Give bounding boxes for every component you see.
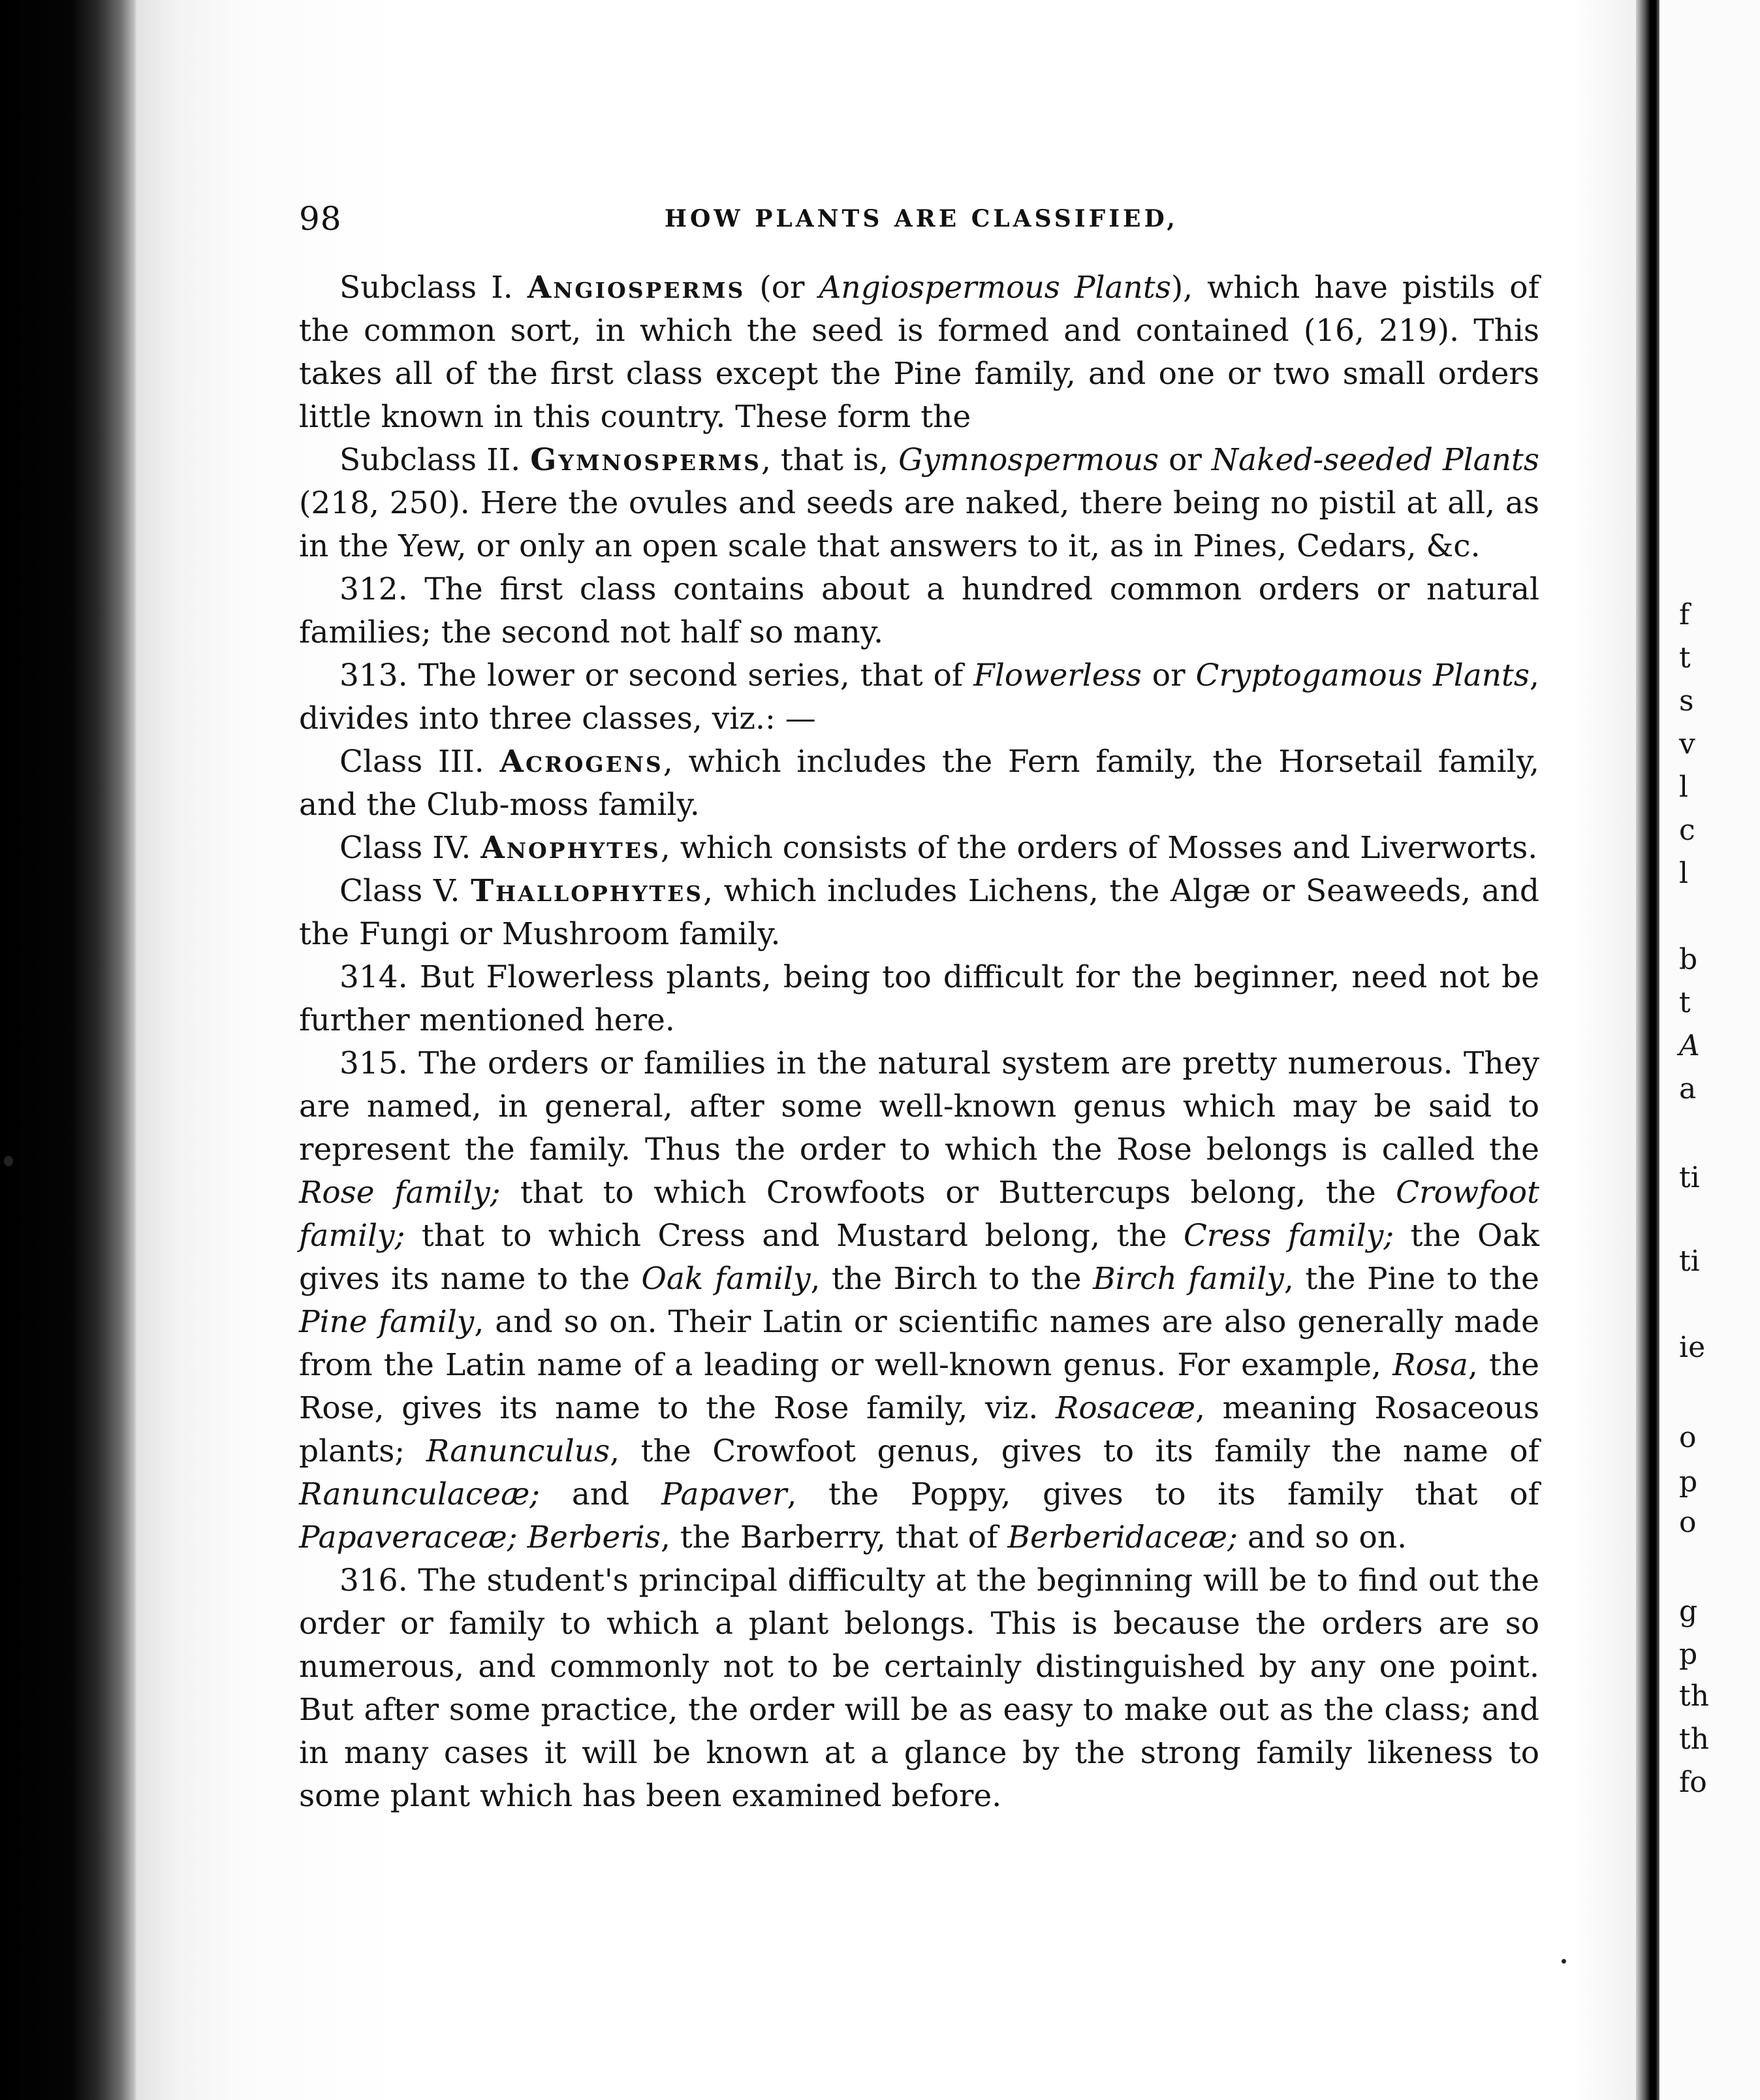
page-number: 98 xyxy=(299,200,342,238)
text-run: Class V. xyxy=(339,873,471,909)
paragraph-313 xyxy=(299,654,1539,740)
term-small-caps: Thallophytes xyxy=(471,873,704,909)
term-italic: Cress family; xyxy=(1183,1218,1394,1254)
text-run: ), which have pistils of the common sort, in which the seed is formed and contained (16, 219). This takes all of the first class except the Pine family, and one or two small orders little known in this country. These form the xyxy=(299,270,1540,435)
adjacent-page-fragment: o xyxy=(1679,1506,1697,1539)
adjacent-page-fragment: t xyxy=(1679,641,1691,675)
text-run: 315. The orders or families in the natural system are pretty numerous. They are named, in general, after some well-known genus which may be said to represent the family. Thus the order to which the Rose belongs is called the xyxy=(299,1045,1539,1168)
term-italic: Ranunculus xyxy=(426,1433,610,1469)
text-run: Class IV. xyxy=(339,830,481,866)
adjacent-page-fragment: v xyxy=(1679,727,1695,761)
text-run: (218, 250). Here the ovules and seeds are naked, there being no pistil at all, as in the Yew, or only an open scale that answers to it, as in Pines, Cedars, &c. xyxy=(299,485,1539,564)
adjacent-page-fragment: ti xyxy=(1679,1161,1700,1194)
page-header xyxy=(299,196,1537,248)
adjacent-page-fragment: fo xyxy=(1679,1766,1707,1799)
adjacent-page-fragment: p xyxy=(1679,1638,1698,1671)
adjacent-page-fragment: c xyxy=(1679,814,1695,847)
term-italic: Angiospermous Plants xyxy=(819,270,1171,306)
text-run: , which consists of the orders of Mosses and Liverworts. xyxy=(660,830,1538,866)
text-run: , which includes the Fern family, the Horsetail family, and the Club-moss family. xyxy=(299,744,1539,823)
adjacent-page-fragment: ie xyxy=(1679,1331,1706,1364)
adjacent-page-fragment: l xyxy=(1679,771,1689,804)
text-run: 316. The student's principal difficulty at the beginning will be to find out the order or family to which a plant belongs. This is because the orders are so numerous, and commonly not to be certainly distinguished by any one point. But after some practice, the order will be as easy to make out as the class; and in many cases it will be known at a glance by the strong family likeness to some plant which has been examined before. xyxy=(299,1563,1539,1814)
adjacent-page-fragment: f xyxy=(1679,598,1690,631)
text-run: , which includes Lichens, the Algæ or Seaweeds, and the Fungi or Mushroom family. xyxy=(299,873,1539,952)
body-text xyxy=(299,266,1539,1818)
text-run: , divides into three classes, viz.: — xyxy=(299,658,1539,737)
text-run: Class III. xyxy=(339,744,500,780)
adjacent-page-fragment: t xyxy=(1679,986,1691,1019)
adjacent-page-fragment: th xyxy=(1679,1723,1710,1756)
text-run: and so on. xyxy=(1237,1519,1407,1555)
text-run: (or xyxy=(745,270,819,306)
term-italic: Flowerless xyxy=(973,658,1142,693)
paragraph-subclass-i xyxy=(299,266,1539,439)
text-run: the Oak gives its name to the xyxy=(299,1218,1539,1297)
term-small-caps: Gymnosperms xyxy=(530,442,761,478)
text-run: that to which Cress and Mustard belong, the xyxy=(405,1218,1184,1254)
text-run: Subclass II. xyxy=(339,442,531,478)
text-run: , that is, xyxy=(761,442,899,478)
term-italic: Crowfoot family; xyxy=(299,1175,1539,1254)
adjacent-page-fragment: g xyxy=(1679,1595,1698,1628)
page-gutter xyxy=(1636,0,1659,2100)
paragraph-class-iii xyxy=(299,740,1539,827)
adjacent-page-fragment: s xyxy=(1679,684,1694,718)
text-run: , the Crowfoot genus, gives to its family the name of xyxy=(610,1433,1539,1469)
term-italic: Ranunculaceæ; xyxy=(299,1476,541,1512)
text-run: and xyxy=(540,1476,661,1512)
paragraph-subclass-ii xyxy=(299,439,1539,568)
text-run: , meaning Rosaceous plants; xyxy=(299,1390,1539,1469)
paragraph-316 xyxy=(299,1559,1539,1818)
text-run: 312. The first class contains about a hundred common orders or natural families; the second not half so many. xyxy=(299,571,1539,650)
term-italic: Naked-seeded Plants xyxy=(1211,442,1539,478)
adjacent-page-edge xyxy=(1659,0,1760,2100)
adjacent-page-fragment: b xyxy=(1679,943,1698,976)
term-italic: Gymnospermous xyxy=(898,442,1159,478)
term-italic: Rose family; xyxy=(299,1175,501,1211)
term-italic: Rosaceæ xyxy=(1055,1390,1196,1426)
text-run: , the Pine to the xyxy=(1283,1261,1539,1297)
term-italic: Papaveraceæ; Berberis xyxy=(299,1519,661,1555)
text-run: , the Birch to the xyxy=(810,1261,1093,1297)
text-run: , the Poppy, gives to its family that of xyxy=(787,1476,1539,1512)
adjacent-page-fragment: p xyxy=(1679,1465,1698,1499)
scan-speck xyxy=(4,1156,13,1166)
adjacent-page-fragment: a xyxy=(1679,1072,1697,1106)
text-run: 313. The lower or second series, that of xyxy=(339,658,974,693)
term-italic: Berberidaceæ; xyxy=(1007,1519,1238,1555)
adjacent-page-fragment: th xyxy=(1679,1679,1710,1713)
term-small-caps: Angiosperms xyxy=(527,270,746,306)
paragraph-class-v xyxy=(299,870,1539,956)
running-head: HOW PLANTS ARE CLASSIFIED, xyxy=(665,205,1178,232)
term-italic: Rosa xyxy=(1392,1347,1468,1383)
adjacent-page-fragment: l xyxy=(1679,857,1689,890)
text-run: or xyxy=(1141,658,1196,693)
text-run: Subclass I. xyxy=(339,270,527,306)
term-italic: Oak family xyxy=(641,1261,811,1297)
adjacent-page-fragment: ti xyxy=(1679,1245,1700,1278)
term-small-caps: Anophytes xyxy=(480,830,661,866)
term-italic: Birch family xyxy=(1093,1261,1284,1297)
term-italic: Cryptogamous Plants xyxy=(1195,658,1530,693)
paragraph-312 xyxy=(299,568,1539,654)
paragraph-315 xyxy=(299,1042,1539,1559)
text-run: , the Rose, gives its name to the Rose family, viz. xyxy=(299,1347,1539,1426)
scan-speck xyxy=(1562,1959,1566,1964)
term-italic: Papaver xyxy=(661,1476,787,1512)
text-run: that to which Crowfoots or Buttercups belong, the xyxy=(500,1175,1396,1211)
book-spine-shadow xyxy=(0,0,137,2100)
term-small-caps: Acrogens xyxy=(499,744,663,780)
text-run: or xyxy=(1159,442,1212,478)
text-run: , the Barberry, that of xyxy=(660,1519,1008,1555)
paragraph-314 xyxy=(299,956,1539,1042)
text-run: 314. But Flowerless plants, being too difficult for the beginner, need not be further mentioned here. xyxy=(299,959,1539,1038)
paragraph-class-iv xyxy=(299,827,1539,870)
adjacent-page-fragment: A xyxy=(1679,1029,1700,1062)
adjacent-page-fragment: o xyxy=(1679,1421,1697,1454)
text-run: , and so on. Their Latin or scientific names are also generally made from the Latin name of a leading or well-known genus. For example, xyxy=(299,1304,1539,1383)
term-italic: Pine family xyxy=(299,1304,475,1340)
